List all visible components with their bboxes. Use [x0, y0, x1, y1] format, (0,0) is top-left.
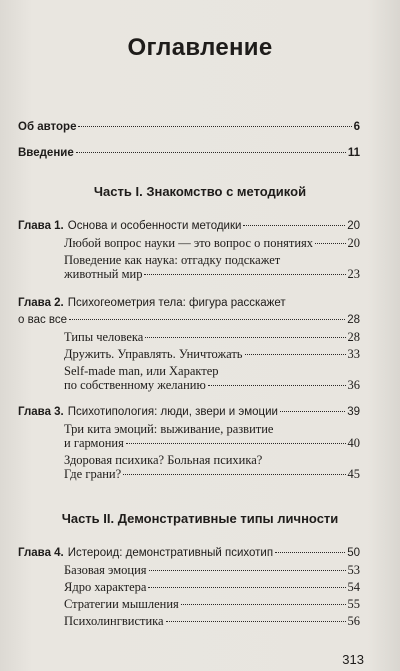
page-number: 313	[342, 652, 364, 667]
toc-entry-label: Об авторе	[18, 121, 77, 133]
leader-dots	[78, 126, 351, 127]
part-heading: Часть II. Демонстративные типы личности	[61, 511, 339, 526]
chapter-title: о вас все	[18, 314, 68, 326]
section-title[interactable]: Здоровая психика? Больная психика?	[64, 453, 263, 467]
section-title: Ядро характера	[64, 580, 147, 594]
toc-chapter-1[interactable]	[18, 219, 360, 233]
chapter-title: Основа и особенности методики	[67, 220, 242, 232]
toc-chapter-2-cont[interactable]	[18, 313, 360, 327]
leader-dots	[245, 354, 346, 355]
section-page: 20	[347, 236, 360, 250]
toc-section[interactable]	[64, 236, 360, 250]
toc-section[interactable]	[64, 467, 360, 481]
section-title[interactable]: Self-made man, или Характер	[64, 364, 219, 378]
section-title[interactable]: Поведение как наука: отгадку подскажет	[64, 253, 281, 267]
chapter-page: 39	[347, 406, 360, 418]
leader-dots	[145, 337, 345, 338]
section-page: 28	[347, 330, 360, 344]
toc-chapter-2[interactable]	[18, 296, 286, 310]
page-title: Оглавление	[127, 34, 273, 61]
section-title: Где грани?	[64, 467, 122, 481]
chapter-number: Глава 3.	[18, 406, 64, 418]
leader-dots	[69, 319, 345, 320]
leader-dots	[280, 411, 345, 412]
section-page: 33	[347, 347, 360, 361]
leader-dots	[149, 570, 346, 571]
chapter-title: Психогеометрия тела: фигура расскажет	[67, 297, 286, 309]
chapter-title: Психотипология: люди, звери и эмоции	[67, 406, 278, 418]
chapter-number: Глава 4.	[18, 547, 64, 559]
chapter-page: 50	[347, 547, 360, 559]
leader-dots	[76, 152, 346, 153]
toc-section[interactable]	[64, 614, 360, 628]
section-title: и гармония	[64, 436, 124, 450]
section-title: Дружить. Управлять. Уничтожать	[64, 347, 243, 361]
section-title: Психолингвистика	[64, 614, 164, 628]
leader-dots	[208, 385, 346, 386]
section-title[interactable]: Три кита эмоций: выживание, развитие	[64, 422, 274, 436]
leader-dots	[315, 243, 345, 244]
section-page: 53	[347, 563, 360, 577]
section-page: 40	[347, 436, 360, 450]
section-title: Базовая эмоция	[64, 563, 147, 577]
section-page: 56	[347, 614, 360, 628]
part-heading: Часть I. Знакомство с методикой	[93, 184, 307, 199]
section-title: животный мир	[64, 267, 143, 281]
chapter-number: Глава 1.	[18, 220, 64, 232]
toc-section[interactable]	[64, 330, 360, 344]
toc-section[interactable]	[64, 378, 360, 392]
leader-dots	[148, 587, 345, 588]
leader-dots	[123, 474, 345, 475]
section-page: 54	[347, 580, 360, 594]
section-page: 55	[347, 597, 360, 611]
toc-section[interactable]	[64, 267, 360, 281]
section-title: по собственному желанию	[64, 378, 206, 392]
toc-section[interactable]	[64, 436, 360, 450]
toc-section[interactable]	[64, 597, 360, 611]
toc-entry-page: 6	[353, 121, 360, 133]
toc-entry-about-author[interactable]	[18, 120, 360, 134]
leader-dots	[243, 225, 345, 226]
section-title: Типы человека	[64, 330, 144, 344]
leader-dots	[126, 443, 346, 444]
section-page: 36	[347, 378, 360, 392]
toc-section[interactable]	[64, 580, 360, 594]
toc-entry-label: Введение	[18, 147, 74, 159]
toc-chapter-3[interactable]	[18, 405, 360, 419]
leader-dots	[144, 274, 345, 275]
chapter-title: Истероид: демонстративный психотип	[67, 547, 274, 559]
chapter-number: Глава 2.	[18, 297, 64, 309]
chapter-page: 20	[347, 220, 360, 232]
toc-chapter-4[interactable]	[18, 546, 360, 560]
toc-entry-page: 11	[347, 147, 360, 159]
toc-section[interactable]	[64, 347, 360, 361]
section-page: 23	[347, 267, 360, 281]
section-title: Стратегии мышления	[64, 597, 179, 611]
section-title: Любой вопрос науки — это вопрос о понятиях	[64, 236, 314, 250]
leader-dots	[166, 621, 346, 622]
chapter-page: 28	[347, 314, 360, 326]
toc-entry-introduction[interactable]	[18, 146, 360, 160]
leader-dots	[275, 552, 345, 553]
section-page: 45	[347, 467, 360, 481]
leader-dots	[181, 604, 346, 605]
toc-section[interactable]	[64, 563, 360, 577]
